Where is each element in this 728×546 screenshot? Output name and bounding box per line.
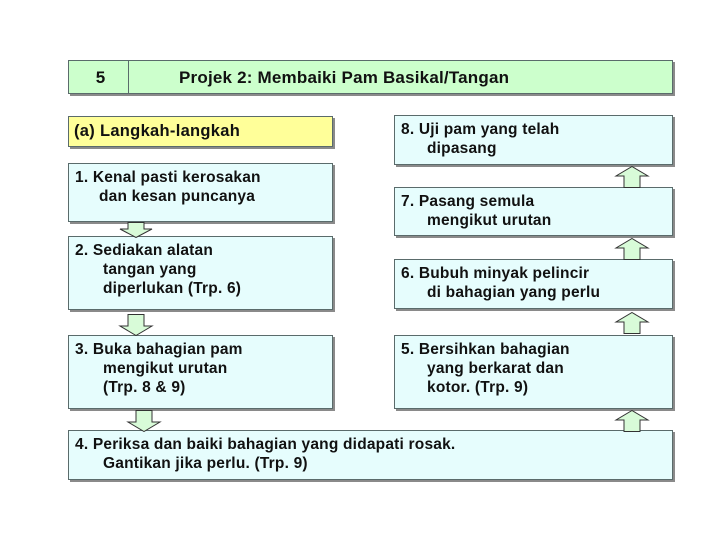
step-6-line-2: di bahagian yang perlu — [427, 284, 601, 301]
step-6-line-1: 6. Bubuh minyak pelincir — [401, 265, 590, 282]
arrow-up-icon — [614, 238, 650, 260]
step-3-line-1: 3. Buka bahagian pam — [75, 341, 243, 358]
step-4 — [68, 430, 673, 480]
step-2-line-2: tangan yang — [103, 261, 197, 278]
step-1 — [68, 163, 333, 222]
section-label: (a) Langkah-langkah — [68, 116, 333, 147]
step-2-line-3: diperlukan (Trp. 6) — [103, 280, 242, 297]
step-1-line-2: dan kesan puncanya — [99, 188, 256, 205]
step-5 — [394, 335, 673, 409]
step-7-line-2: mengikut urutan — [427, 212, 552, 229]
step-4-line-1: 4. Periksa dan baiki bahagian yang didapati rosak. — [75, 436, 456, 453]
step-4-line-2: Gantikan jika perlu. (Trp. 9) — [103, 455, 308, 472]
step-2 — [68, 236, 333, 310]
arrow-down-icon — [118, 314, 154, 336]
step-7 — [394, 187, 673, 236]
step-5-line-2: yang berkarat dan — [427, 360, 564, 377]
step-5-line-3: kotor. (Trp. 9) — [427, 379, 529, 396]
step-6 — [394, 259, 673, 309]
arrow-up-icon — [614, 410, 650, 432]
arrow-up-icon — [614, 166, 650, 188]
step-8-line-1: 8. Uji pam yang telah — [401, 121, 560, 138]
project-number: 5 — [68, 60, 132, 94]
step-1-line-1: 1. Kenal pasti kerosakan — [75, 169, 261, 186]
step-7-line-1: 7. Pasang semula — [401, 193, 535, 210]
page-title: Projek 2: Membaiki Pam Basikal/Tangan — [128, 60, 673, 94]
arrow-down-icon — [118, 222, 154, 238]
step-5-line-1: 5. Bersihkan bahagian — [401, 341, 570, 358]
step-3-line-3: (Trp. 8 & 9) — [103, 379, 186, 396]
step-8 — [394, 115, 673, 165]
step-3-line-2: mengikut urutan — [103, 360, 228, 377]
arrow-down-icon — [126, 410, 162, 432]
step-8-line-2: dipasang — [427, 140, 497, 157]
step-2-line-1: 2. Sediakan alatan — [75, 242, 213, 259]
step-3 — [68, 335, 333, 409]
arrow-up-icon — [614, 312, 650, 334]
